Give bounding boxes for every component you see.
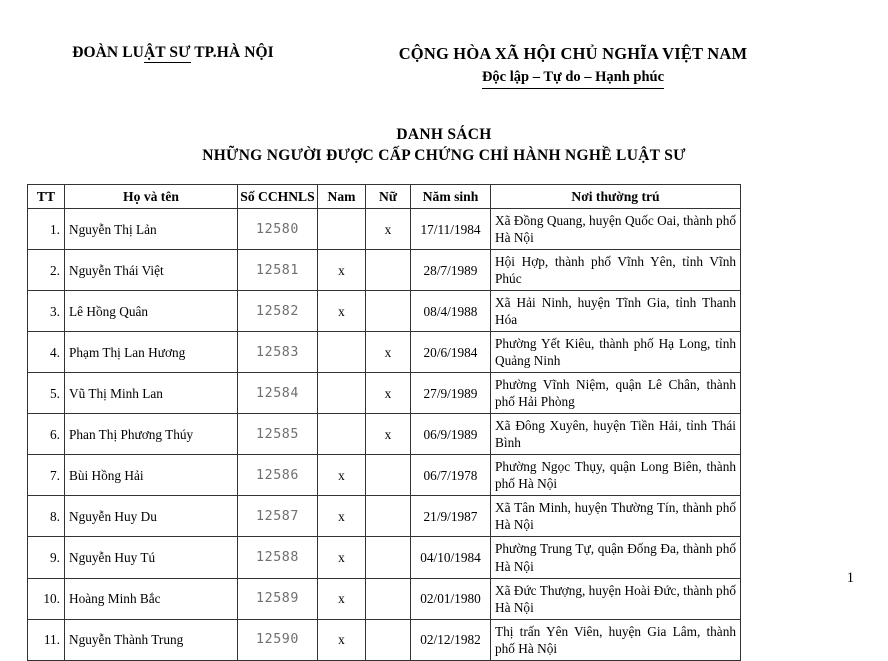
cell-name: Hoàng Minh Bắc bbox=[65, 578, 238, 619]
cell-cchnls: 12584 bbox=[238, 373, 318, 414]
cell-cchnls: 12582 bbox=[238, 291, 318, 332]
column-header-cchnls: Số CCHNLS bbox=[238, 184, 318, 208]
table-row bbox=[28, 250, 741, 291]
column-header-dob: Năm sinh bbox=[411, 184, 491, 208]
cell-female-mark: x bbox=[366, 209, 411, 250]
cell-tt: 9. bbox=[28, 537, 65, 578]
table-row bbox=[28, 455, 741, 496]
cell-tt: 11. bbox=[28, 619, 65, 660]
cell-address: Xã Tân Minh, huyện Thường Tín, thành phố Hà Nội bbox=[491, 496, 741, 537]
table-container bbox=[0, 184, 888, 661]
lawyer-certificate-table bbox=[27, 184, 741, 661]
organization-name-pre: ĐOÀN LU bbox=[72, 44, 144, 61]
cell-address: Thị trấn Yên Viên, huyện Gia Lâm, thành phố Hà Nội bbox=[491, 619, 741, 660]
page-subtitle: NHỮNG NGƯỜI ĐƯỢC CẤP CHỨNG CHỈ HÀNH NGHỀ LUẬT SƯ bbox=[202, 146, 686, 164]
cell-address: Xã Đồng Quang, huyện Quốc Oai, thành phố Hà Nội bbox=[491, 209, 741, 250]
organization-name-underlined: ẬT SƯ bbox=[143, 44, 191, 61]
cell-dob: 02/12/1982 bbox=[411, 619, 491, 660]
cell-female-mark bbox=[366, 496, 411, 537]
page-number: 1 bbox=[846, 570, 854, 586]
cell-name: Phạm Thị Lan Hương bbox=[65, 332, 238, 373]
cell-male-mark bbox=[318, 332, 366, 373]
cell-name: Phan Thị Phương Thúy bbox=[65, 414, 238, 455]
cell-male-mark bbox=[318, 414, 366, 455]
cell-male-mark: x bbox=[318, 250, 366, 291]
cell-dob: 28/7/1989 bbox=[411, 250, 491, 291]
column-header-address: Nơi thường trú bbox=[491, 184, 741, 208]
cell-address: Phường Vĩnh Niệm, quận Lê Chân, thành phố Hải Phòng bbox=[491, 373, 741, 414]
cell-name: Bùi Hồng Hải bbox=[65, 455, 238, 496]
table-row bbox=[28, 537, 741, 578]
cell-name: Vũ Thị Minh Lan bbox=[65, 373, 238, 414]
table-row bbox=[28, 578, 741, 619]
cell-male-mark: x bbox=[318, 619, 366, 660]
cell-cchnls: 12583 bbox=[238, 332, 318, 373]
table-row bbox=[28, 291, 741, 332]
cell-female-mark bbox=[366, 619, 411, 660]
cell-dob: 08/4/1988 bbox=[411, 291, 491, 332]
column-header-female: Nữ bbox=[366, 184, 411, 208]
cell-female-mark bbox=[366, 250, 411, 291]
organization-name bbox=[72, 44, 274, 62]
document-title-block bbox=[0, 125, 888, 167]
letterhead-left bbox=[0, 44, 338, 62]
cell-tt: 10. bbox=[28, 578, 65, 619]
cell-cchnls: 12586 bbox=[238, 455, 318, 496]
letterhead-right bbox=[338, 44, 888, 89]
cell-male-mark bbox=[318, 373, 366, 414]
cell-female-mark bbox=[366, 537, 411, 578]
cell-male-mark: x bbox=[318, 578, 366, 619]
cell-cchnls: 12587 bbox=[238, 496, 318, 537]
cell-dob: 20/6/1984 bbox=[411, 332, 491, 373]
cell-female-mark: x bbox=[366, 414, 411, 455]
cell-address: Xã Hải Ninh, huyện Tĩnh Gia, tỉnh Thanh Hóa bbox=[491, 291, 741, 332]
cell-male-mark bbox=[318, 209, 366, 250]
cell-name: Nguyễn Thành Trung bbox=[65, 619, 238, 660]
cell-dob: 06/7/1978 bbox=[411, 455, 491, 496]
cell-male-mark: x bbox=[318, 455, 366, 496]
table-row bbox=[28, 209, 741, 250]
column-header-name: Họ và tên bbox=[65, 184, 238, 208]
cell-dob: 17/11/1984 bbox=[411, 209, 491, 250]
cell-address: Xã Đông Xuyên, huyện Tiền Hải, tỉnh Thái Bình bbox=[491, 414, 741, 455]
cell-name: Nguyễn Thái Việt bbox=[65, 250, 238, 291]
table-row bbox=[28, 496, 741, 537]
cell-address: Phường Trung Tự, quận Đống Đa, thành phố Hà Nội bbox=[491, 537, 741, 578]
column-header-tt: TT bbox=[28, 184, 65, 208]
cell-tt: 7. bbox=[28, 455, 65, 496]
cell-cchnls: 12580 bbox=[238, 209, 318, 250]
table-row bbox=[28, 414, 741, 455]
cell-dob: 06/9/1989 bbox=[411, 414, 491, 455]
cell-name: Lê Hồng Quân bbox=[65, 291, 238, 332]
cell-tt: 5. bbox=[28, 373, 65, 414]
table-row bbox=[28, 373, 741, 414]
cell-address: Phường Yết Kiêu, thành phố Hạ Long, tỉnh Quảng Ninh bbox=[491, 332, 741, 373]
cell-male-mark: x bbox=[318, 496, 366, 537]
column-header-male: Nam bbox=[318, 184, 366, 208]
cell-cchnls: 12581 bbox=[238, 250, 318, 291]
table-header-row bbox=[28, 184, 741, 208]
cell-tt: 1. bbox=[28, 209, 65, 250]
cell-name: Nguyễn Huy Tú bbox=[65, 537, 238, 578]
cell-tt: 4. bbox=[28, 332, 65, 373]
cell-male-mark: x bbox=[318, 291, 366, 332]
table-body bbox=[28, 209, 741, 660]
cell-tt: 8. bbox=[28, 496, 65, 537]
table-header bbox=[28, 184, 741, 208]
cell-dob: 27/9/1989 bbox=[411, 373, 491, 414]
cell-address: Phường Ngọc Thụy, quận Long Biên, thành phố Hà Nội bbox=[491, 455, 741, 496]
cell-female-mark bbox=[366, 455, 411, 496]
cell-dob: 02/01/1980 bbox=[411, 578, 491, 619]
cell-cchnls: 12590 bbox=[238, 619, 318, 660]
cell-cchnls: 12588 bbox=[238, 537, 318, 578]
table-row bbox=[28, 619, 741, 660]
cell-address: Hội Hợp, thành phố Vĩnh Yên, tỉnh Vĩnh Phúc bbox=[491, 250, 741, 291]
cell-female-mark bbox=[366, 291, 411, 332]
national-motto: Độc lập – Tự do – Hạnh phúc bbox=[482, 69, 664, 89]
cell-dob: 04/10/1984 bbox=[411, 537, 491, 578]
cell-cchnls: 12589 bbox=[238, 578, 318, 619]
cell-female-mark: x bbox=[366, 373, 411, 414]
national-title: CỘNG HÒA XÃ HỘI CHỦ NGHĨA VIỆT NAM bbox=[398, 44, 748, 63]
cell-female-mark bbox=[366, 578, 411, 619]
organization-name-post: TP.HÀ NỘI bbox=[190, 44, 274, 61]
cell-tt: 3. bbox=[28, 291, 65, 332]
table-row bbox=[28, 332, 741, 373]
cell-dob: 21/9/1987 bbox=[411, 496, 491, 537]
cell-tt: 6. bbox=[28, 414, 65, 455]
letterhead bbox=[0, 0, 888, 89]
cell-name: Nguyễn Thị Lản bbox=[65, 209, 238, 250]
cell-male-mark: x bbox=[318, 537, 366, 578]
page-title: DANH SÁCH bbox=[396, 126, 492, 143]
cell-cchnls: 12585 bbox=[238, 414, 318, 455]
cell-address: Xã Đức Thượng, huyện Hoài Đức, thành phố Hà Nội bbox=[491, 578, 741, 619]
cell-name: Nguyễn Huy Du bbox=[65, 496, 238, 537]
cell-tt: 2. bbox=[28, 250, 65, 291]
cell-female-mark: x bbox=[366, 332, 411, 373]
